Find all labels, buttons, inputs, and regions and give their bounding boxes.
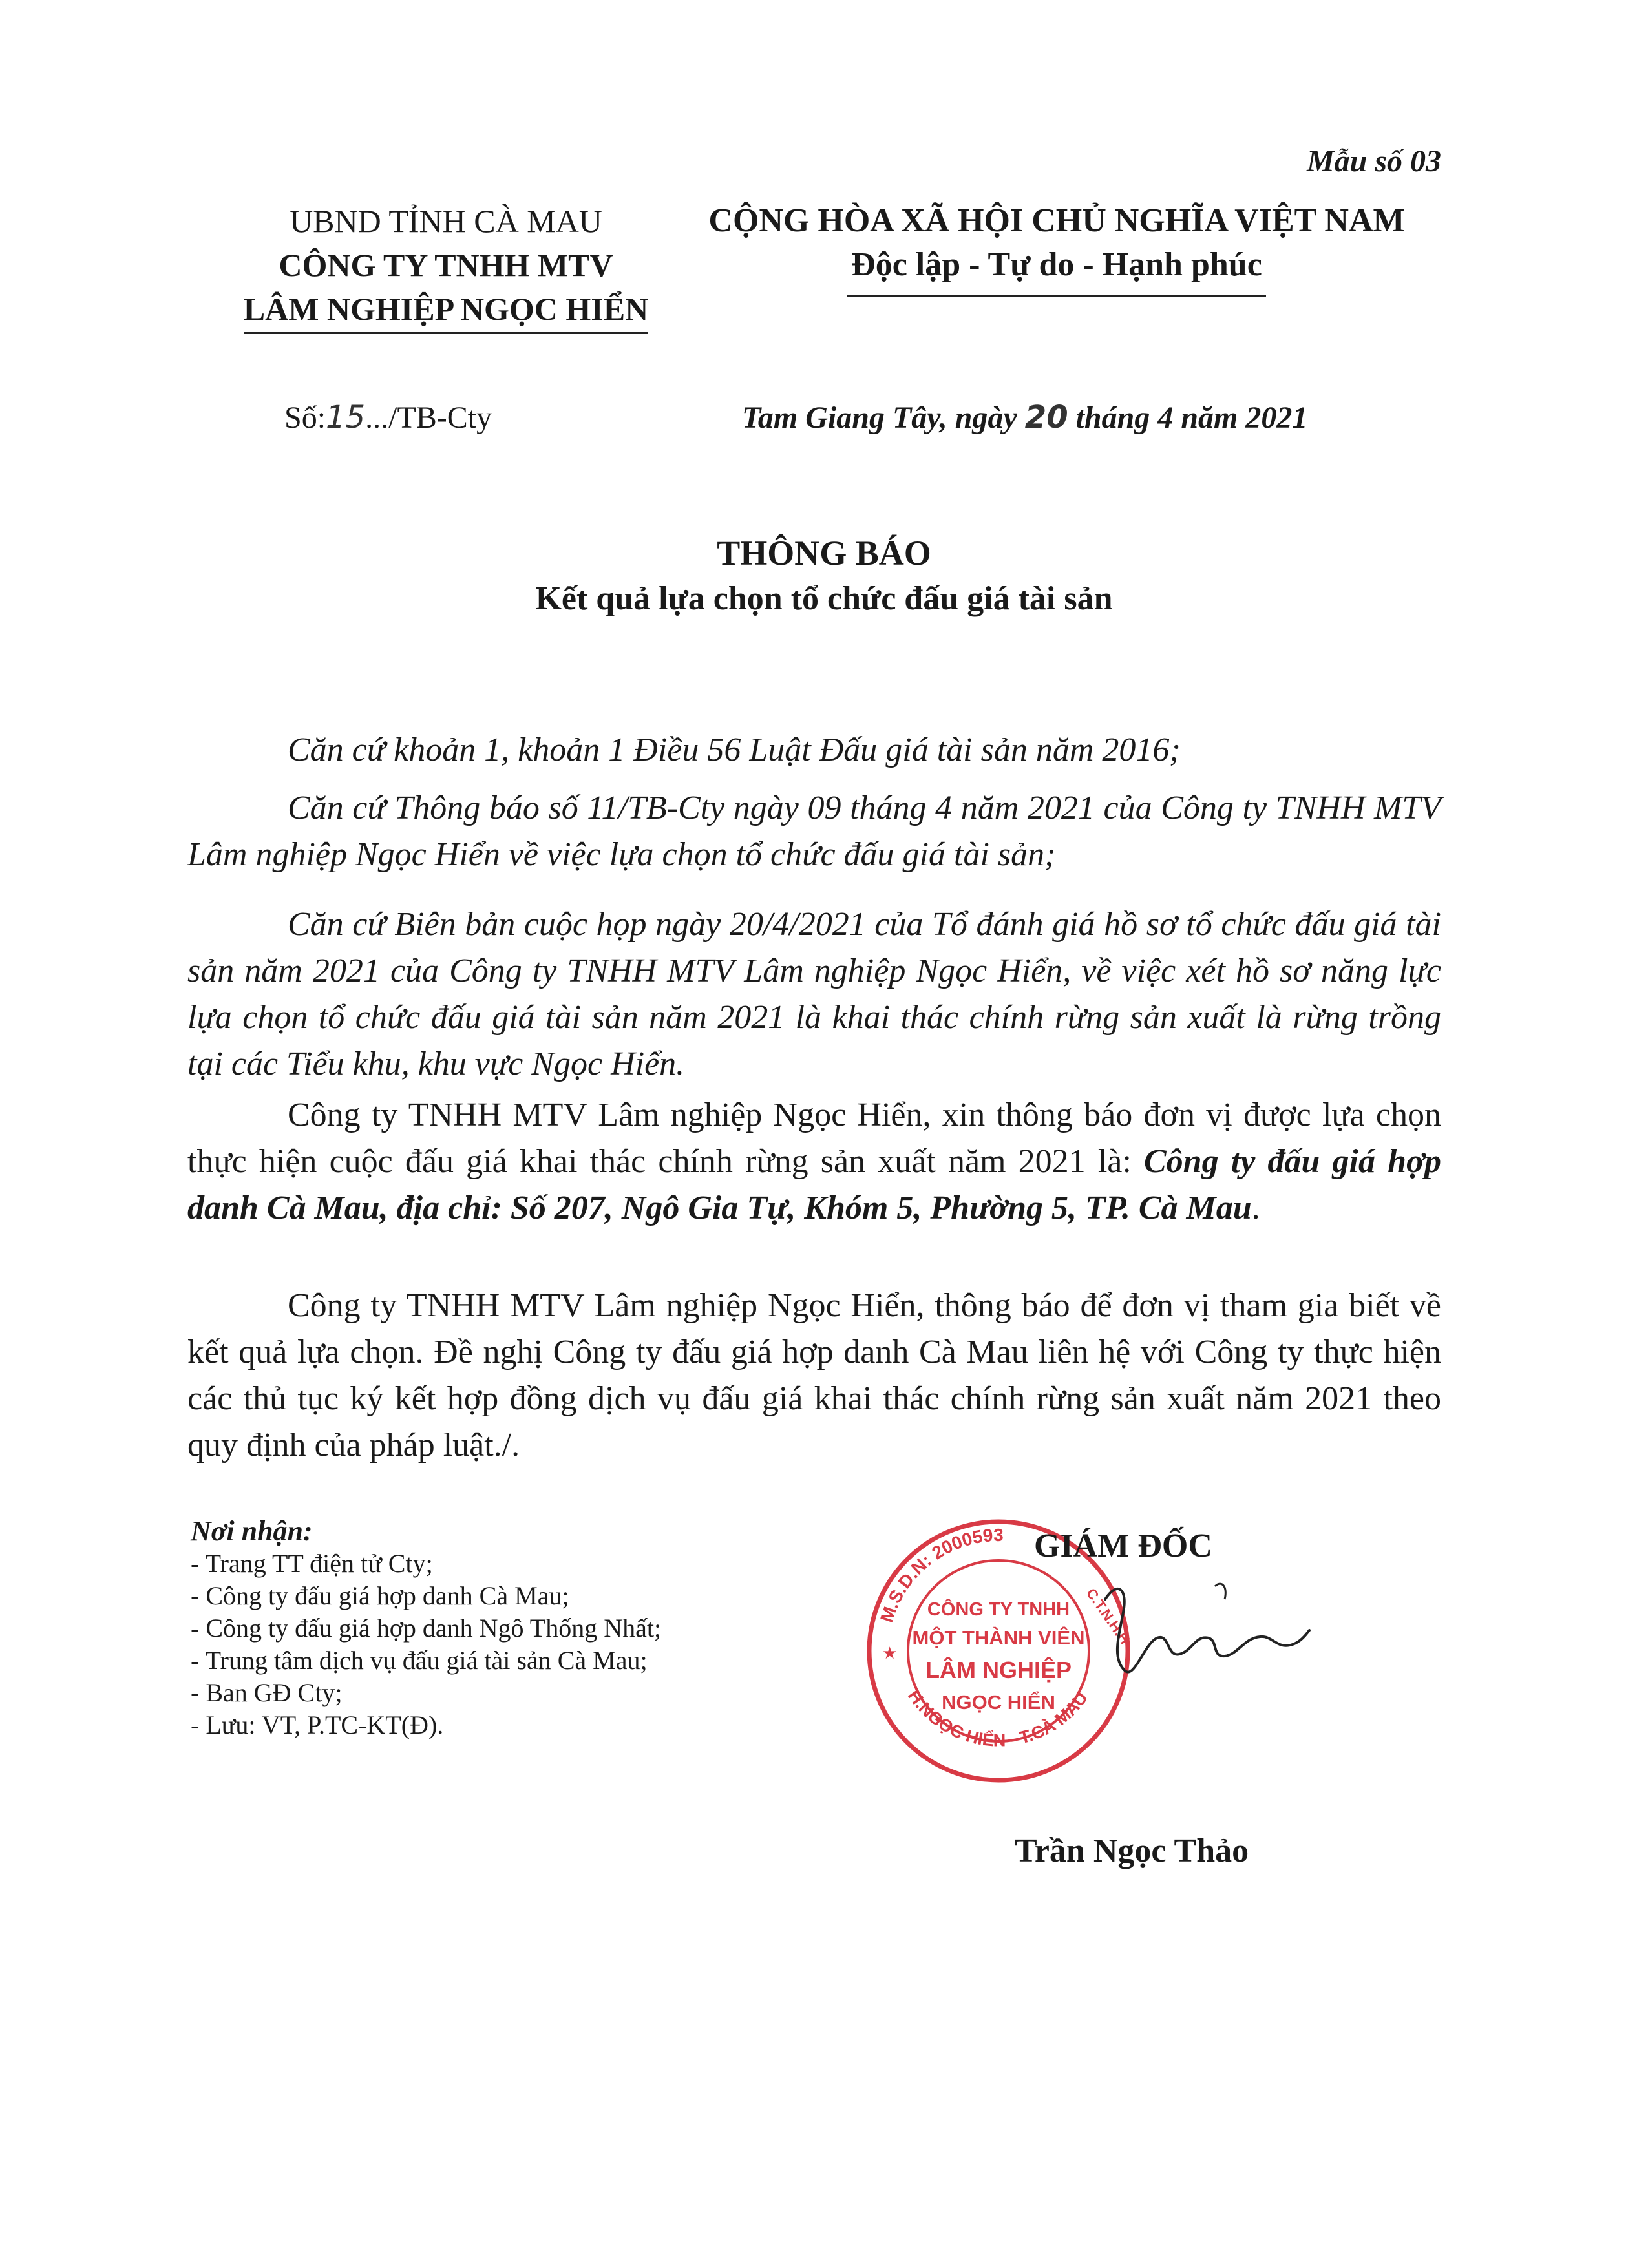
document-subtitle: Kết quả lựa chọn tổ chức đấu giá tài sản xyxy=(535,580,1113,617)
recipient-item: - Trung tâm dịch vụ đấu giá tài sản Cà Mau; xyxy=(191,1646,648,1675)
recipient-item: - Trang TT điện tử Cty; xyxy=(191,1549,433,1578)
seal-line-4: NGỌC HIỂN xyxy=(942,1691,1055,1714)
national-motto: Độc lập - Tự do - Hạnh phúc xyxy=(672,243,1441,297)
seal-line-1: CÔNG TY TNHH xyxy=(927,1599,1070,1620)
handwritten-day: 20 xyxy=(1024,399,1068,436)
seal-outer-right-text: C.T.N.H.H xyxy=(1083,1585,1134,1647)
seal-star-left: ★ xyxy=(882,1644,898,1663)
recipient-item: - Công ty đấu giá hợp danh Cà Mau; xyxy=(191,1581,569,1610)
legal-basis-3: Căn cứ Biên bản cuộc họp ngày 20/4/2021 của Tổ đánh giá hồ sơ tổ chức đấu giá tài sản năm 2021 của Công ty TNHH MTV Lâm nghiệp Ngọc Hiển, về việc xét hồ sơ năng lực lựa chọn tổ chức đấu giá tài sản năm 2021 là khai thác chính rừng sản xuất là rừng trồng tại các Tiểu khu, khu vực Ngọc Hiển. xyxy=(187,906,1441,1082)
recipient-item: - Lưu: VT, P.TC-KT(Đ). xyxy=(191,1710,444,1739)
signer-name: Trần Ngọc Thảo xyxy=(1015,1832,1249,1869)
document-number: Số:15.../TB-Cty xyxy=(284,399,492,436)
seal-line-2: MỘT THÀNH VIÊN xyxy=(912,1626,1085,1649)
form-number: Mẫu số 03 xyxy=(1306,144,1441,178)
recipients-title: Nơi nhận: xyxy=(191,1515,313,1547)
company-name-line2: LÂM NGHIỆP NGỌC HIỂN xyxy=(213,287,679,334)
document-title: THÔNG BÁO xyxy=(717,534,931,572)
handwritten-number: 15 xyxy=(326,399,366,436)
recipients-list xyxy=(191,1515,869,1741)
issuer-header xyxy=(213,199,679,334)
recipient-item: - Ban GĐ Cty; xyxy=(191,1678,343,1707)
legal-basis-1: Căn cứ khoản 1, khoản 1 Điều 56 Luật Đấu giá tài sản năm 2016; xyxy=(288,731,1181,768)
document-date: Tam Giang Tây, ngày 20 tháng 4 năm 2021 xyxy=(742,399,1308,436)
selected-organization: Công ty đấu giá hợp danh Cà Mau, địa chỉ: Số 207, Ngô Gia Tự, Khóm 5, Phường 5, TP. Cà Mau xyxy=(187,1143,1442,1226)
title-block xyxy=(0,530,1648,622)
announcement-paragraph: Công ty TNHH MTV Lâm nghiệp Ngọc Hiển, xin thông báo đơn vị được lựa chọn thực hiện cuộc đấu giá khai thác chính rừng sản xuất năm 2021 là: Công ty đấu giá hợp danh Cà Mau, địa chỉ: Số 207, Ngô Gia Tự, Khóm 5, Phường 5, TP. Cà Mau. xyxy=(187,1097,1442,1226)
handwritten-signature-icon xyxy=(1099,1573,1312,1709)
recipient-item: - Công ty đấu giá hợp danh Ngô Thống Nhất; xyxy=(191,1613,662,1643)
seal-line-3: LÂM NGHIỆP xyxy=(925,1657,1072,1683)
seal-outer-bottom-text: H.NGỌC HIỂN - T.CÀ MAU xyxy=(903,1686,1092,1750)
company-name-line1: CÔNG TY TNHH MTV xyxy=(279,247,613,283)
national-header xyxy=(672,199,1441,297)
country-name: CỘNG HÒA XÃ HỘI CHỦ NGHĨA VIỆT NAM xyxy=(708,202,1405,239)
authority-name: UBND TỈNH CÀ MAU xyxy=(290,203,602,239)
legal-basis-2: Căn cứ Thông báo số 11/TB-Cty ngày 09 tháng 4 năm 2021 của Công ty TNHH MTV Lâm nghiệp Ngọc Hiển về việc lựa chọn tổ chức đấu giá tài sản; xyxy=(187,790,1441,873)
request-paragraph: Công ty TNHH MTV Lâm nghiệp Ngọc Hiển, thông báo để đơn vị tham gia biết về kết quả lựa chọn. Đề nghị Công ty đấu giá hợp danh Cà Mau liên hệ với Công ty thực hiện các thủ tục ký kết hợp đồng dịch vụ đấu giá khai thác chính rừng sản xuất năm 2021 theo quy định của pháp luật./. xyxy=(187,1287,1441,1464)
signer-title: GIÁM ĐỐC xyxy=(1034,1528,1212,1564)
seal-outer-top-text: M.S.D.N: 2000593 xyxy=(876,1524,1004,1625)
